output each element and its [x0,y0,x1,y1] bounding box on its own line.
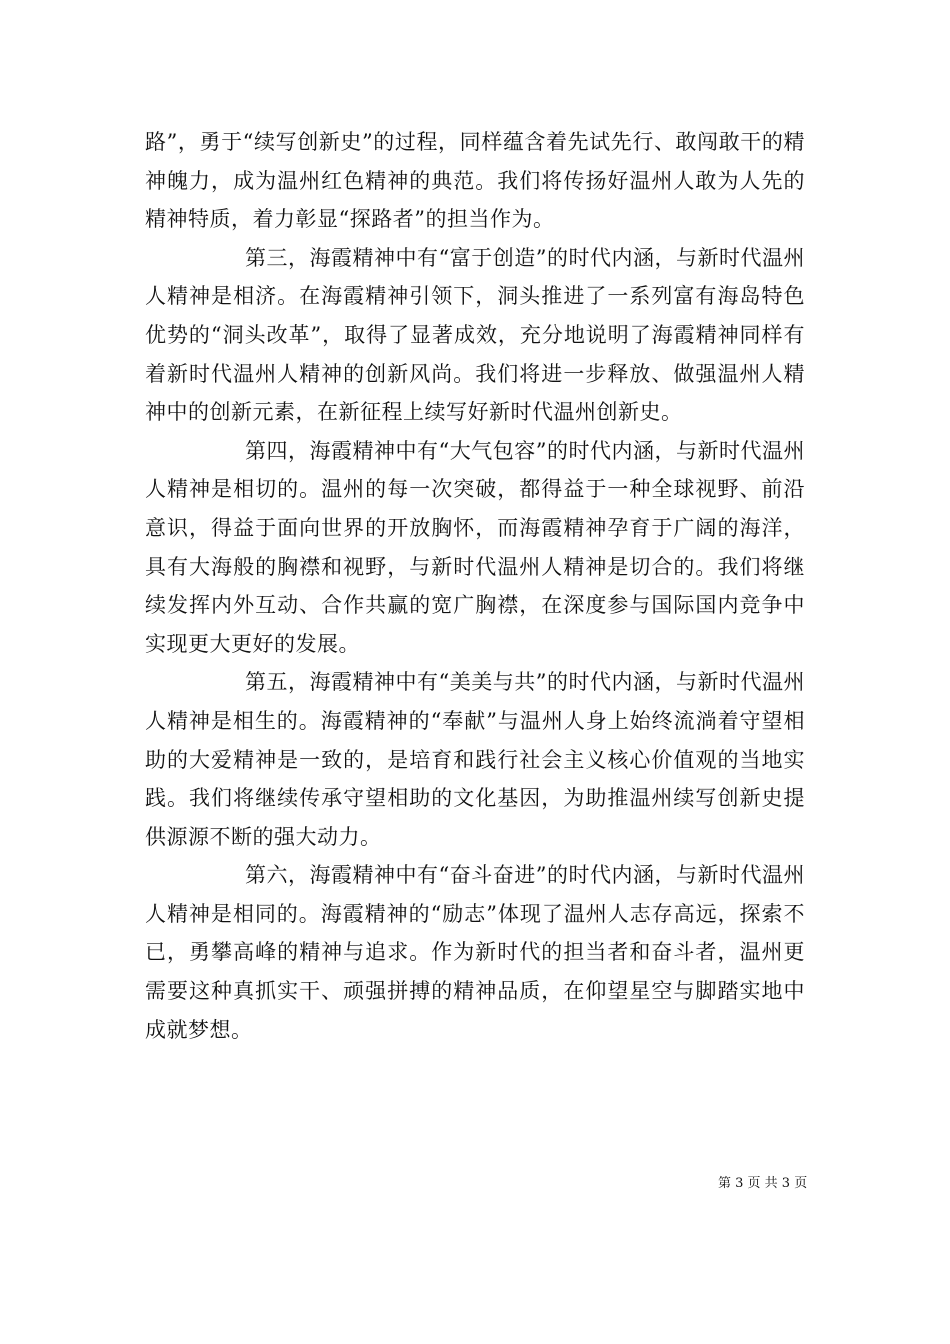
paragraph-fifth: 第五，海霞精神中有“美美与共”的时代内涵，与新时代温州人精神是相生的。海霞精神的“奉献”与温州人身上始终流淌着守望相助的大爱精神是一致的，是培育和践行社会主义核心价值观的当地实践。我们将继续传承守望相助的文化基因，为助推温州续写创新史提供源源不断的强大动力。 [145,670,805,849]
paragraph-continuation: 路”，勇于“续写创新史”的过程，同样蕴含着先试先行、敢闯敢干的精神魄力，成为温州红色精神的典范。我们将传扬好温州人敢为人先的精神特质，着力彰显“探路者”的担当作为。 [145,130,805,232]
paragraph-fourth: 第四，海霞精神中有“大气包容”的时代内涵，与新时代温州人精神是相切的。温州的每一次突破，都得益于一种全球视野、前沿意识，得益于面向世界的开放胸怀，而海霞精神孕育于广阔的海洋，具有大海般的胸襟和视野，与新时代温州人精神是切合的。我们将继续发挥内外互动、合作共赢的宽广胸襟，在深度参与国际国内竞争中实现更大更好的发展。 [145,438,805,656]
body-text [145,123,805,1049]
page-number-footer: 第 3 页 共 3 页 [718,1176,808,1191]
paragraph-sixth: 第六，海霞精神中有“奋斗奋进”的时代内涵，与新时代温州人精神是相同的。海霞精神的“励志”体现了温州人志存高远，探索不已，勇攀高峰的精神与追求。作为新时代的担当者和奋斗者，温州更需要这种真抓实干、顽强拼搏的精神品质，在仰望星空与脚踏实地中成就梦想。 [145,863,805,1042]
paragraph-third: 第三，海霞精神中有“富于创造”的时代内涵，与新时代温州人精神是相济。在海霞精神引领下，洞头推进了一系列富有海岛特色优势的“洞头改革”，取得了显著成效，充分地说明了海霞精神同样有着新时代温州人精神的创新风尚。我们将进一步释放、做强温州人精神中的创新元素，在新征程上续写好新时代温州创新史。 [145,245,805,425]
